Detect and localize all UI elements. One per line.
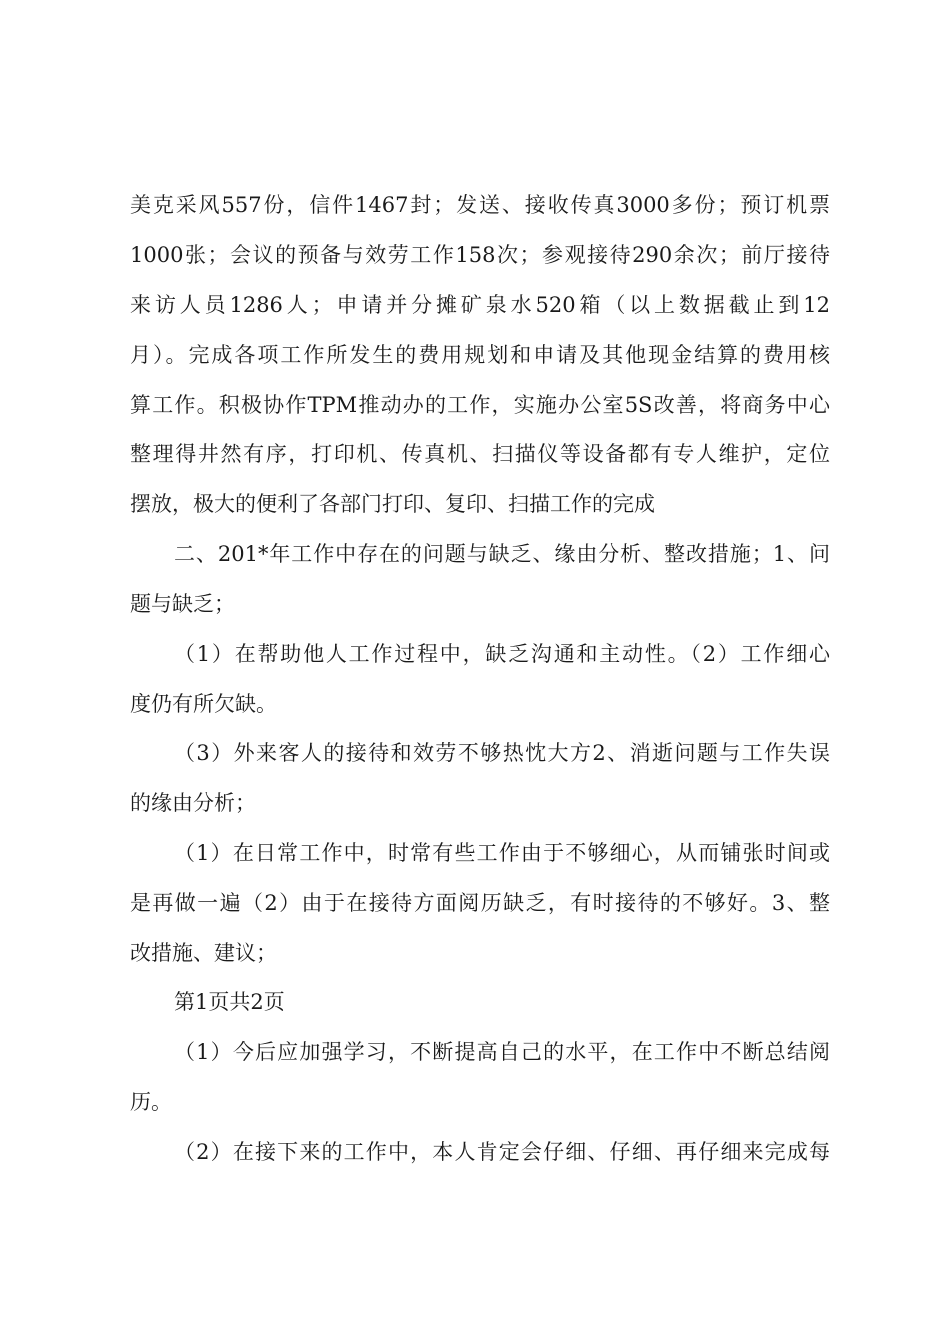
text-line: （1）在帮助他人工作过程中，缺乏沟通和主动性。（2）工作细心 xyxy=(174,642,830,666)
page-number: 第1页共2页 xyxy=(174,990,285,1014)
text-line: 题与缺乏； xyxy=(130,592,235,616)
text-line: 算工作。积极协作TPM推动办的工作，实施办公室5S改善，将商务中心 xyxy=(130,393,830,417)
text-line: （3）外来客人的接待和效劳不够热忱大方2、消逝问题与工作失误 xyxy=(174,741,830,765)
text-line: （2）在接下来的工作中，本人肯定会仔细、仔细、再仔细来完成每 xyxy=(174,1140,830,1164)
text-line: 是再做一遍（2）由于在接待方面阅历缺乏，有时接待的不够好。3、整 xyxy=(130,891,830,915)
text-line: 1000张；会议的预备与效劳工作158次；参观接待290余次；前厅接待 xyxy=(130,243,830,267)
text-line: 历。 xyxy=(130,1090,172,1114)
text-line: 月）。完成各项工作所发生的费用规划和申请及其他现金结算的费用核 xyxy=(130,343,830,367)
text-line: 的缘由分析； xyxy=(130,791,256,815)
text-line: 美克采风557份，信件1467封；发送、接收传真3000多份；预订机票 xyxy=(130,193,830,217)
text-line: 度仍有所欠缺。 xyxy=(130,692,277,716)
text-line: （1）在日常工作中，时常有些工作由于不够细心，从而铺张时间或 xyxy=(174,841,830,865)
text-line: 整理得井然有序，打印机、传真机、扫描仪等设备都有专人维护，定位 xyxy=(130,442,830,466)
text-line: 摆放，极大的便利了各部门打印、复印、扫描工作的完成 xyxy=(130,492,655,516)
text-line: 来访人员1286人；申请并分摊矿泉水520箱（以上数据截止到12 xyxy=(130,293,830,317)
section-heading: 二、201*年工作中存在的问题与缺乏、缘由分析、整改措施；1、问 xyxy=(174,542,830,566)
text-line: （1）今后应加强学习，不断提高自己的水平，在工作中不断总结阅 xyxy=(174,1040,830,1064)
text-line: 改措施、建议； xyxy=(130,941,277,965)
